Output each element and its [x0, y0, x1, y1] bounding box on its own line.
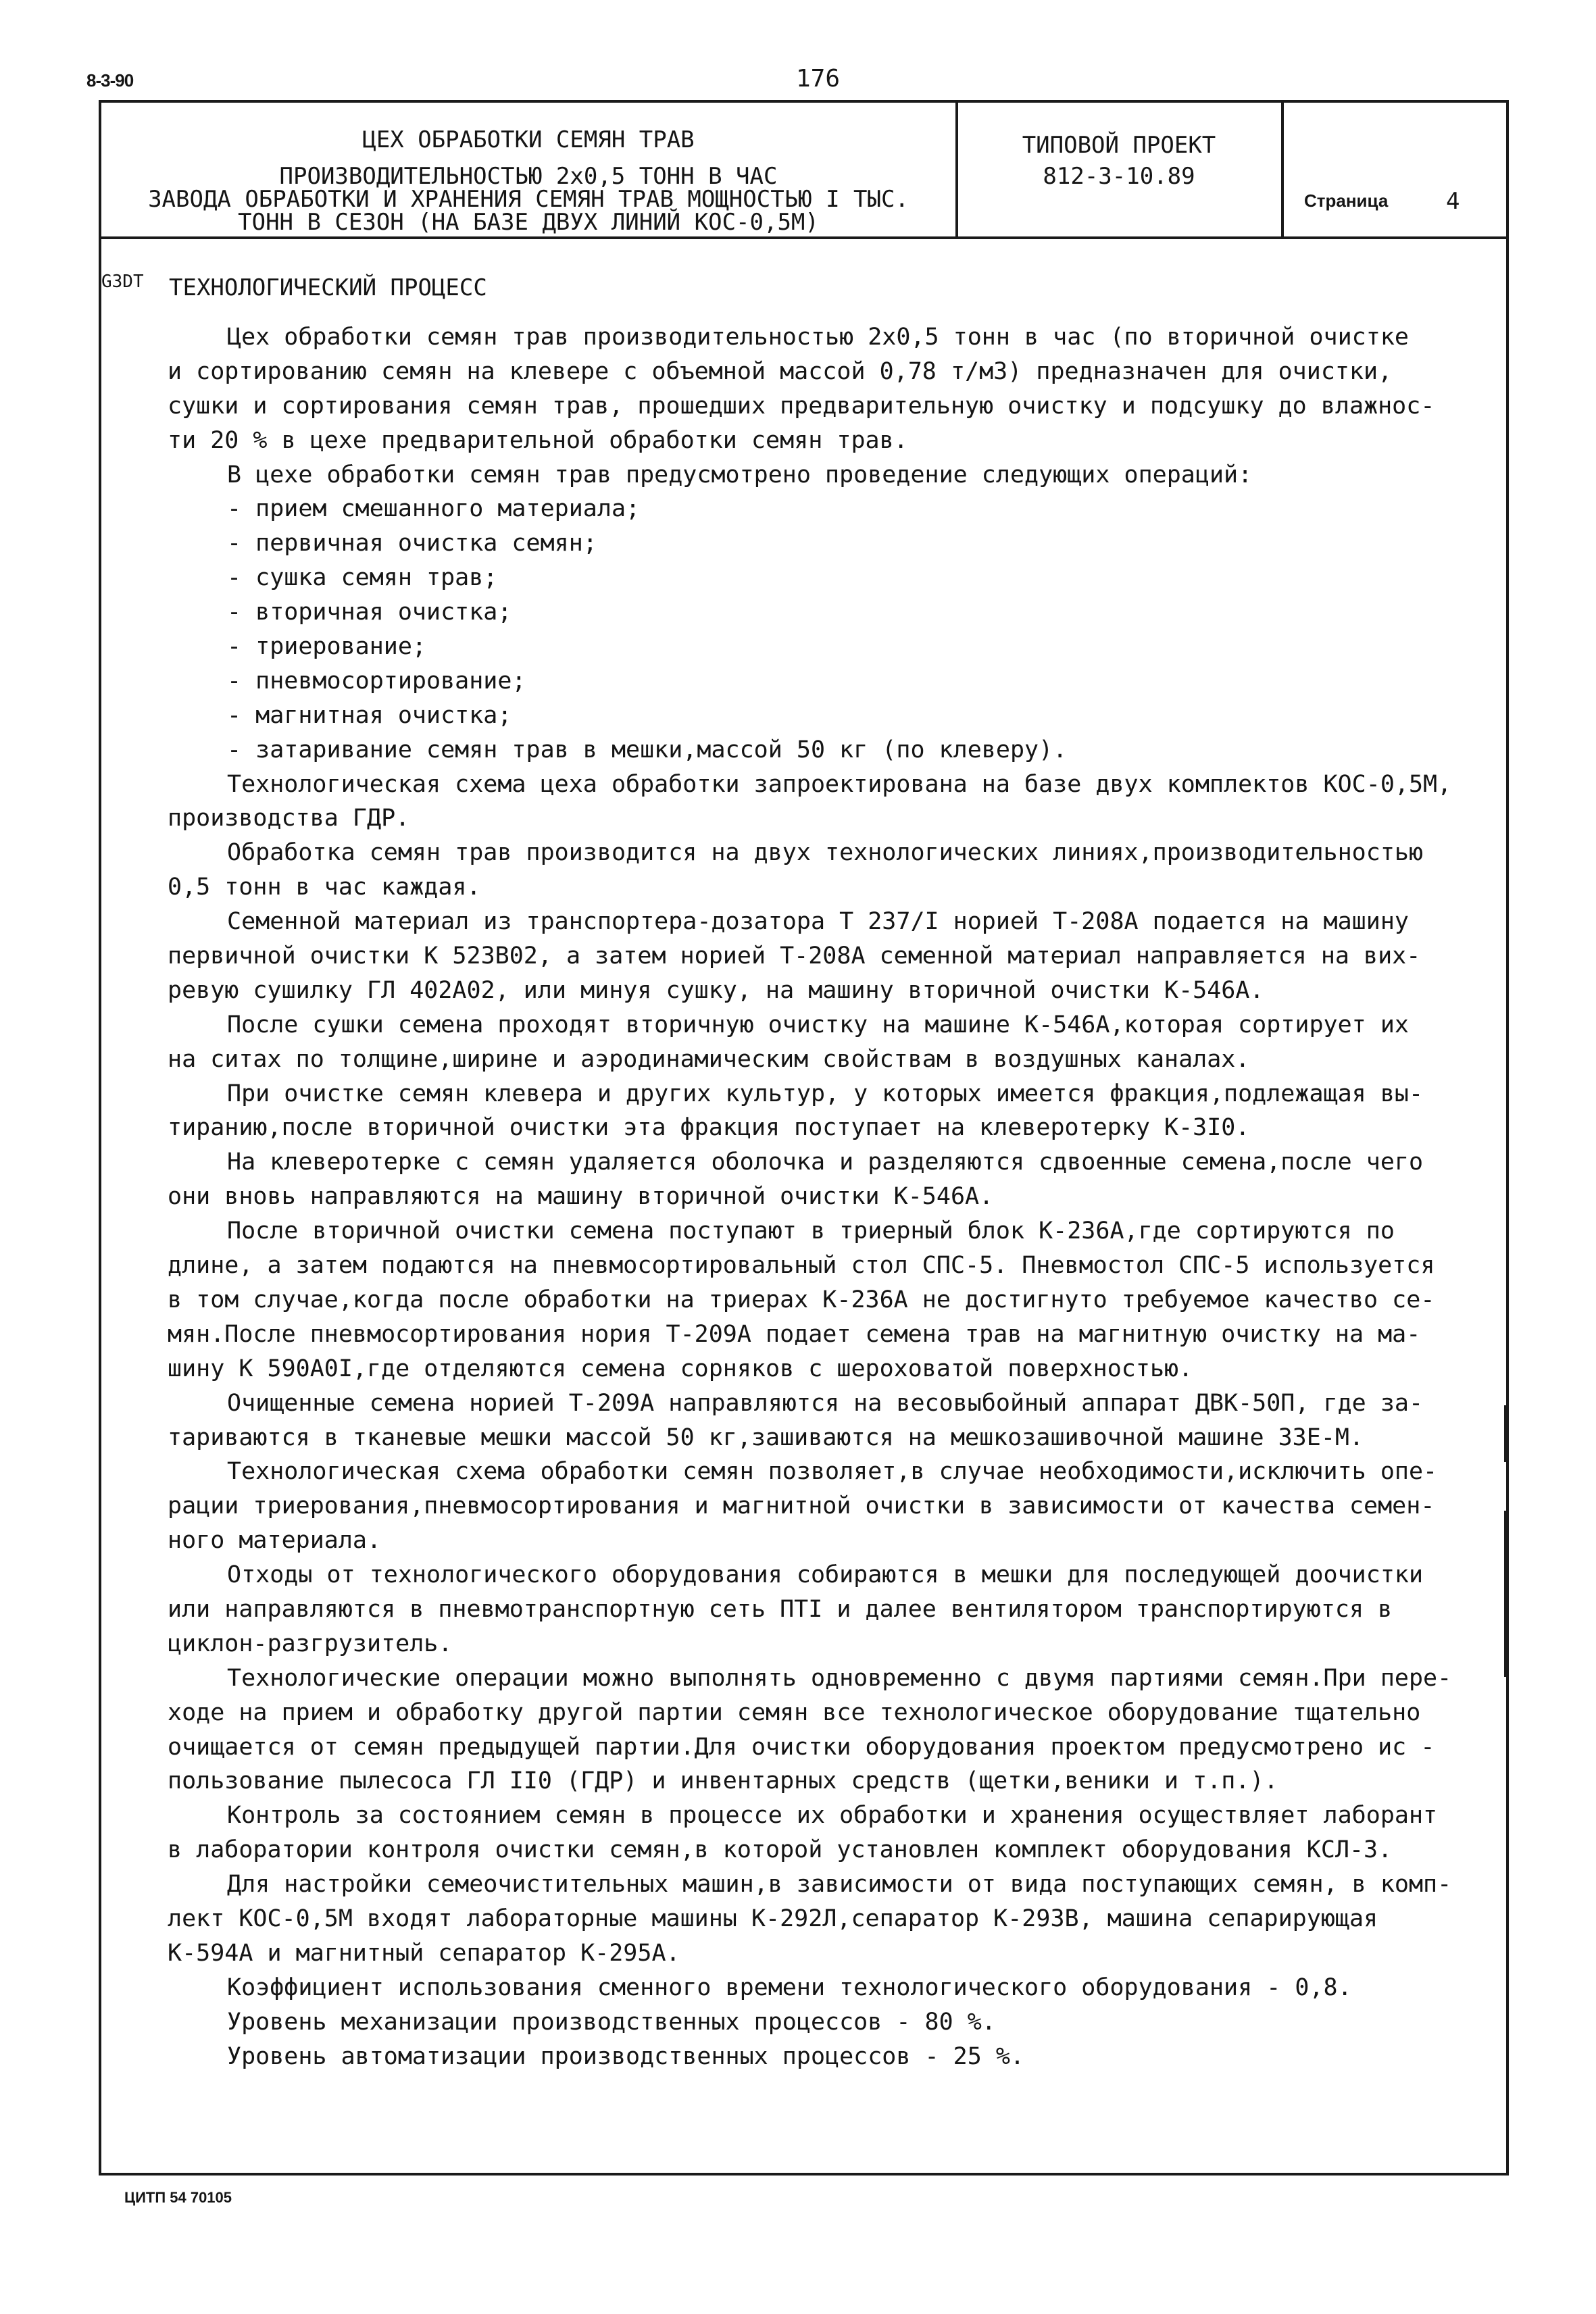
- body-line: - пневмосортирование;: [227, 667, 526, 695]
- header-divider: [99, 236, 1509, 239]
- body-line: - магнитная очистка;: [227, 701, 512, 729]
- body-line: в лаборатории контроля очистки семян,в которой установлен комплект оборудования КСЛ-3.: [168, 1836, 1393, 1864]
- body-line: первичной очистки К 523В02, а затем норией Т-208А семенной материал направляется на вих-: [168, 942, 1421, 970]
- body-line: тариваются в тканевые мешки массой 50 кг,зашиваются на мешкозашивочной машине 33Е-М.: [168, 1424, 1364, 1451]
- header-title-line: ПРОИЗВОДИТЕЛЬНОСТЬЮ 2х0,5 ТОНН В ЧАС: [279, 163, 778, 190]
- body-line: После сушки семена проходят вторичную очистку на машине К-546А,которая сортирует их: [227, 1011, 1409, 1038]
- body-line: - триерование;: [227, 633, 427, 661]
- body-line: шину К 590А0I,где отделяются семена сорняков с шероховатой поверхностью.: [168, 1355, 1193, 1382]
- header-separator-2: [1281, 100, 1284, 239]
- body-line: В цехе обработки семян трав предусмотрено проведение следующих операций:: [227, 461, 1253, 488]
- body-line: сушки и сортирования семян трав, прошедших предварительную очистку и подсушку до влажнос-: [168, 392, 1435, 420]
- body-line: и сортированию семян на клевере с объемной массой 0,78 т/м3) предназначен для очистки,: [168, 357, 1393, 385]
- header-title-line: ТОНН В СЕЗОН (НА БАЗЕ ДВУХ ЛИНИЙ КОС-0,5М): [238, 209, 819, 236]
- body-line: ходе на прием и обработку другой партии семян все технологическое оборудование тщательно: [168, 1699, 1421, 1726]
- body-line: циклон-разгрузитель.: [168, 1630, 453, 1657]
- body-line: Отходы от технологического оборудования собираются в мешки для последующей доочистки: [227, 1561, 1424, 1589]
- body-text: [168, 320, 1451, 2073]
- body-line: производства ГДР.: [168, 805, 410, 832]
- body-line: При очистке семян клевера и других культур, у которых имеется фракция,подлежащая вы-: [227, 1080, 1424, 1107]
- footer-code: ЦИТП 54 70105: [124, 2189, 232, 2206]
- project-number: 812-3-10.89: [1043, 163, 1195, 190]
- body-line: После вторичной очистки семена поступают в триерный блок К-236А,где сортируются по: [227, 1217, 1395, 1245]
- body-line: они вновь направляются на машину вторичной очистки К-546А.: [168, 1183, 994, 1211]
- body-line: К-594А и магнитный сепаратор К-295А.: [168, 1939, 680, 1967]
- margin-mark: [1504, 1405, 1506, 1462]
- body-line: ного материала.: [168, 1527, 382, 1555]
- body-line: - первичная очистка семян;: [227, 530, 597, 557]
- body-line: очищается от семян предыдущей партии.Для очистки оборудования проектом предусмотрено ис -: [168, 1733, 1435, 1761]
- header-page-value: 4: [1446, 188, 1460, 215]
- header-project: [958, 130, 1280, 192]
- header-page-label: Страница: [1304, 191, 1389, 211]
- body-line: на ситах по толщине,ширине и аэродинамическим свойствам в воздушных каналах.: [168, 1045, 1250, 1073]
- body-line: или направляются в пневмотранспортную сеть ПТI и далее вентилятором транспортируются в: [168, 1595, 1393, 1623]
- body-line: Контроль за состоянием семян в процессе их обработки и хранения осуществляет лаборант: [227, 1802, 1438, 1830]
- header-title: [101, 128, 955, 234]
- body-line: Уровень механизации производственных процессов - 80 %.: [227, 2008, 996, 2036]
- body-line: пользование пылесоса ГЛ II0 (ГДР) и инвентарных средств (щетки,веники и т.п.).: [168, 1767, 1278, 1795]
- body-line: - затаривание семян трав в мешки,массой 50 кг (по клеверу).: [227, 736, 1068, 763]
- body-line: длине, а затем подаются на пневмосортировальный стол СПС-5. Пневмостол СПС-5 используется: [168, 1252, 1435, 1280]
- body-line: тиранию,после вторичной очистки эта фракция поступает на клеверотерку К-3I0.: [168, 1114, 1250, 1142]
- body-line: лект КОС-0,5М входят лабораторные машины К-292Л,сепаратор К-293В, машина сепарирующая: [168, 1905, 1378, 1932]
- body-line: мян.После пневмосортирования нория Т-209А подает семена трав на магнитную очистку на ма-: [168, 1320, 1421, 1348]
- body-line: в том случае,когда после обработки на триерах К-236А не достигнуто требуемое качество се-: [168, 1286, 1435, 1313]
- body-line: 0,5 тонн в час каждая.: [168, 874, 481, 901]
- body-line: рации триерования,пневмосортирования и магнитной очистки в зависимости от качества семен-: [168, 1492, 1435, 1520]
- body-line: ревую сушилку ГЛ 402А02, или минуя сушку, на машину вторичной очистки К-546А.: [168, 976, 1264, 1004]
- body-line: Цех обработки семян трав производительностью 2х0,5 тонн в час (по вторичной очистке: [227, 324, 1409, 351]
- body-line: Технологическая схема обработки семян позволяет,в случае необходимости,исключить опе-: [227, 1458, 1438, 1486]
- section-title: ТЕХНОЛОГИЧЕСКИЙ ПРОЦЕСС: [169, 274, 487, 301]
- body-line: Семенной материал из транспортера-дозатора Т 237/I норией Т-208А подается на машину: [227, 908, 1409, 936]
- project-label: ТИПОВОЙ ПРОЕКТ: [1022, 132, 1216, 159]
- body-line: Уровень автоматизации производственных процессов - 25 %.: [227, 2042, 1025, 2070]
- body-line: - прием смешанного материала;: [227, 495, 641, 523]
- body-line: - вторичная очистка;: [227, 599, 512, 626]
- body-line: - сушка семян трав;: [227, 564, 498, 592]
- document-code: 8-3-90: [86, 70, 134, 91]
- body-line: Обработка семян трав производится на двух технологических линиях,производительностью: [227, 839, 1424, 867]
- body-line: ти 20 % в цехе предварительной обработки семян трав.: [168, 426, 908, 454]
- body-line: Технологическая схема цеха обработки запроектирована на базе двух комплектов КОС-0,5М,: [227, 770, 1452, 798]
- body-line: Коэффициент использования сменного времени технологического оборудования - 0,8.: [227, 1973, 1352, 2001]
- section-code: G3DT: [101, 272, 144, 292]
- margin-mark: [1504, 1511, 1506, 1677]
- header-title-line: ЗАВОДА ОБРАБОТКИ И ХРАНЕНИЯ СЕМЯН ТРАВ МОЩНОСТЬЮ I ТЫС.: [148, 186, 909, 213]
- body-line: Очищенные семена норией Т-209А направляются на весовыбойный аппарат ДВК-50П, где за-: [227, 1389, 1424, 1417]
- body-line: На клеверотерке с семян удаляется оболочка и разделяются сдвоенные семена,после чего: [227, 1149, 1424, 1176]
- header-title-line: ЦЕХ ОБРАБОТКИ СЕМЯН ТРАВ: [362, 126, 695, 153]
- body-line: Технологические операции можно выполнять одновременно с двумя партиями семян.При пере-: [227, 1664, 1452, 1692]
- body-line: Для настройки семеочистительных машин,в зависимости от вида поступающих семян, в комп-: [227, 1871, 1452, 1898]
- page-number: 176: [796, 65, 841, 93]
